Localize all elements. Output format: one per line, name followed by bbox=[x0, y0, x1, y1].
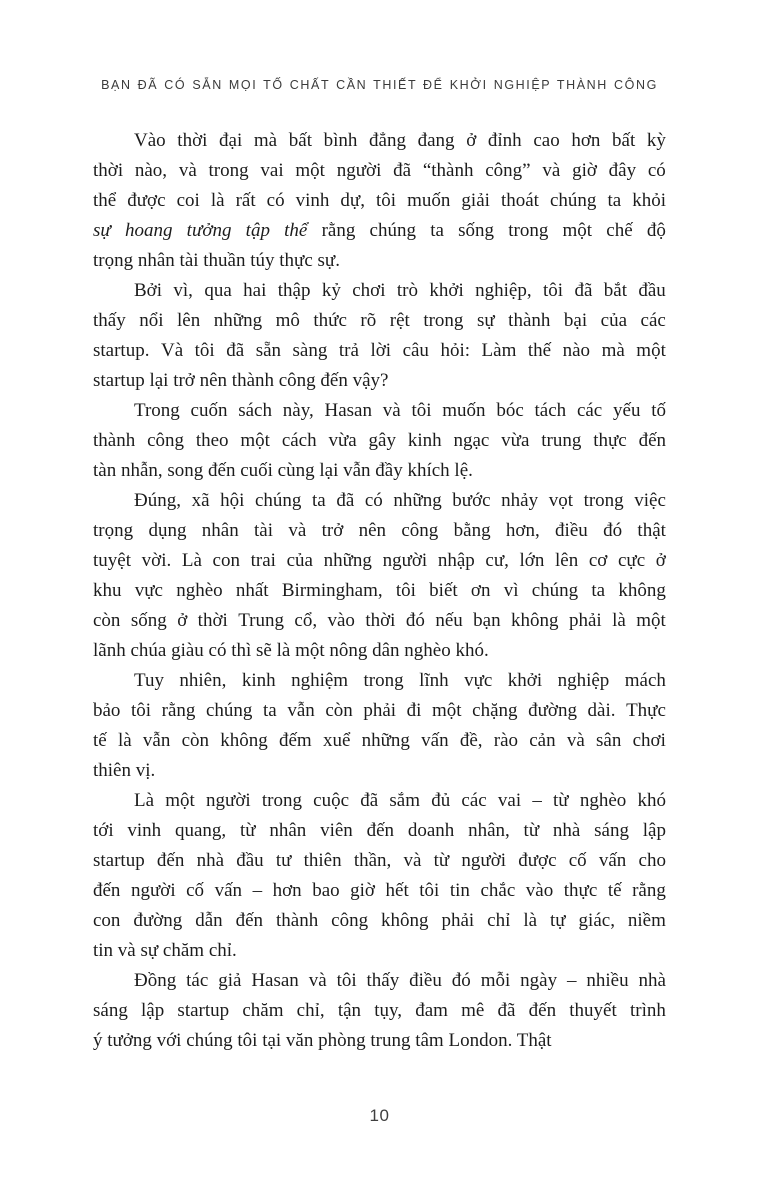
text-line: startup lại trở nên thành công đến vậy? bbox=[93, 370, 389, 391]
paragraph bbox=[93, 126, 666, 276]
text-line: thành công theo một cách vừa gây kinh ngạc vừa trung thực đến bbox=[93, 430, 666, 451]
text-line: đến người cố vấn – hơn bao giờ hết tôi tin chắc vào thực tế rằng bbox=[93, 880, 666, 901]
text-line: tế là vẫn còn không đếm xuể những vấn đề, rào cản và sân chơi bbox=[93, 730, 666, 751]
text-line: Vào thời đại mà bất bình đẳng đang ở đỉnh cao hơn bất kỳ bbox=[134, 130, 666, 151]
text-line: khu vực nghèo nhất Birmingham, tôi biết ơn vì chúng ta không bbox=[93, 580, 666, 601]
running-head: BẠN ĐÃ CÓ SẴN MỌI TỐ CHẤT CẦN THIẾT ĐỂ KHỞI NGHIỆP THÀNH CÔNG bbox=[101, 78, 658, 92]
paragraph bbox=[93, 666, 666, 786]
text-line: sự hoang tưởng tập thể rằng chúng ta sống trong một chế độ bbox=[93, 220, 666, 241]
text-line: bảo tôi rằng chúng ta vẫn còn phải đi một chặng đường dài. Thực bbox=[93, 700, 666, 721]
text-line: thời nào, và trong vai một người đã “thành công” và giờ đây có bbox=[93, 160, 666, 181]
paragraph bbox=[93, 786, 666, 966]
text-line: ý tưởng với chúng tôi tại văn phòng trung tâm London. Thật bbox=[93, 1030, 552, 1051]
text-line: còn sống ở thời Trung cổ, vào thời đó nếu bạn không phải là một bbox=[93, 610, 666, 631]
text-line: Đồng tác giả Hasan và tôi thấy điều đó mỗi ngày – nhiều nhà bbox=[134, 970, 666, 991]
text-line: tuyệt vời. Là con trai của những người nhập cư, lớn lên cơ cực ở bbox=[93, 550, 666, 571]
text-line: Bởi vì, qua hai thập kỷ chơi trò khởi nghiệp, tôi đã bắt đầu bbox=[134, 280, 666, 301]
text-line: tin và sự chăm chỉ. bbox=[93, 940, 237, 961]
text-line: thấy nổi lên những mô thức rõ rệt trong sự thành bại của các bbox=[93, 310, 666, 331]
text-line: startup đến nhà đầu tư thiên thần, và từ người được cố vấn cho bbox=[93, 850, 666, 871]
text-line: trọng nhân tài thuần túy thực sự. bbox=[93, 250, 340, 271]
page-number: 10 bbox=[369, 1106, 390, 1125]
paragraph bbox=[93, 396, 666, 486]
text-line: tàn nhẫn, song đến cuối cùng lại vẫn đầy khích lệ. bbox=[93, 460, 473, 481]
text-line: lãnh chúa giàu có thì sẽ là một nông dân nghèo khó. bbox=[93, 640, 489, 661]
text-line: Tuy nhiên, kinh nghiệm trong lĩnh vực khởi nghiệp mách bbox=[134, 670, 666, 691]
text-line: sáng lập startup chăm chỉ, tận tụy, đam mê đã đến thuyết trình bbox=[93, 1000, 666, 1021]
paragraph bbox=[93, 276, 666, 396]
text-line: tới vinh quang, từ nhân viên đến doanh nhân, từ nhà sáng lập bbox=[93, 820, 666, 841]
text-line: Đúng, xã hội chúng ta đã có những bước nhảy vọt trong việc bbox=[134, 490, 666, 511]
paragraph bbox=[93, 486, 666, 666]
paragraph bbox=[93, 966, 666, 1056]
text-line: thiên vị. bbox=[93, 760, 156, 781]
text-line: thể được coi là rất có vinh dự, tôi muốn giải thoát chúng ta khỏi bbox=[93, 190, 666, 211]
text-line: startup. Và tôi đã sẵn sàng trả lời câu hỏi: Làm thế nào mà một bbox=[93, 340, 666, 361]
text-line: Trong cuốn sách này, Hasan và tôi muốn bóc tách các yếu tố bbox=[134, 400, 666, 421]
body-text bbox=[93, 126, 666, 1056]
text-line: con đường dẫn đến thành công không phải chỉ là tự giác, niềm bbox=[93, 910, 666, 931]
text-line: Là một người trong cuộc đã sắm đủ các vai – từ nghèo khó bbox=[134, 790, 666, 811]
text-line: trọng dụng nhân tài và trở nên công bằng hơn, điều đó thật bbox=[93, 520, 666, 541]
